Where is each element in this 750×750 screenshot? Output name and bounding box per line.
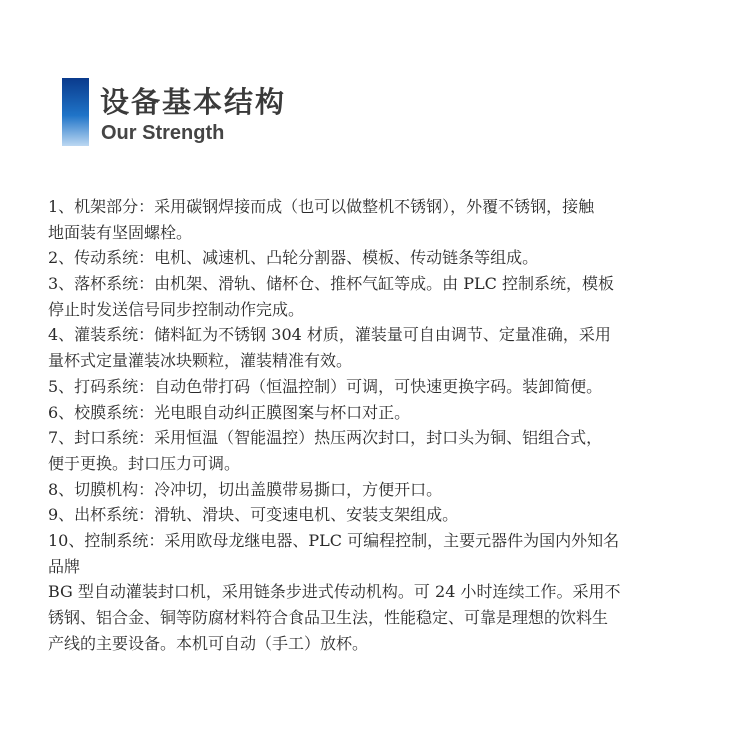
section-header	[62, 78, 462, 148]
text-line: 2、传动系统：电机、减速机、凸轮分割器、模板、传动链条等组成。	[48, 248, 539, 268]
structure-description	[48, 194, 718, 656]
section-title-english: Our Strength	[101, 122, 225, 144]
text-line: 4、灌装系统：储料缸为不锈钢 304 材质，灌装量可自由调节、定量准确，采用	[48, 325, 611, 345]
text-line: 10、控制系统：采用欧母龙继电器、PLC 可编程控制，主要元器件为国内外知名	[48, 530, 620, 550]
text-line: 便于更换。封口压力可调。	[48, 453, 241, 473]
text-line: 地面装有坚固螺栓。	[48, 222, 193, 242]
text-line: 3、落杯系统：由机架、滑轨、储杯仓、推杯气缸等成。由 PLC 控制系统，模板	[48, 274, 614, 294]
text-line: BG 型自动灌装封口机，采用链条步进式传动机构。可 24 小时连续工作。采用不	[48, 582, 621, 602]
text-line: 8、切膜机构：冷冲切，切出盖膜带易撕口，方便开口。	[48, 479, 443, 499]
text-line: 产线的主要设备。本机可自动（手工）放杯。	[48, 633, 369, 653]
text-line: 停止时发送信号同步控制动作完成。	[48, 299, 305, 319]
text-line: 9、出杯系统：滑轨、滑块、可变速电机、安装支架组成。	[48, 505, 459, 525]
accent-bar	[62, 78, 89, 146]
text-line: 7、封口系统：采用恒温（智能温控）热压两次封口，封口头为铜、铝组合式，	[48, 428, 603, 448]
section-title-chinese: 设备基本结构	[100, 85, 287, 119]
text-line: 量杯式定量灌装冰块颗粒，灌装精准有效。	[48, 351, 353, 371]
text-line: 锈钢、铝合金、铜等防腐材料符合食品卫生法，性能稳定、可靠是理想的饮料生	[48, 608, 609, 627]
text-line: 1、机架部分：采用碳钢焊接而成（也可以做整机不锈钢），外覆不锈钢，接触	[48, 197, 595, 216]
text-line: 6、校膜系统：光电眼自动纠正膜图案与杯口对正。	[48, 402, 411, 422]
text-line: 5、打码系统：自动色带打码（恒温控制）可调，可快速更换字码。装卸简便。	[48, 376, 603, 396]
text-line: 品牌	[48, 556, 81, 576]
